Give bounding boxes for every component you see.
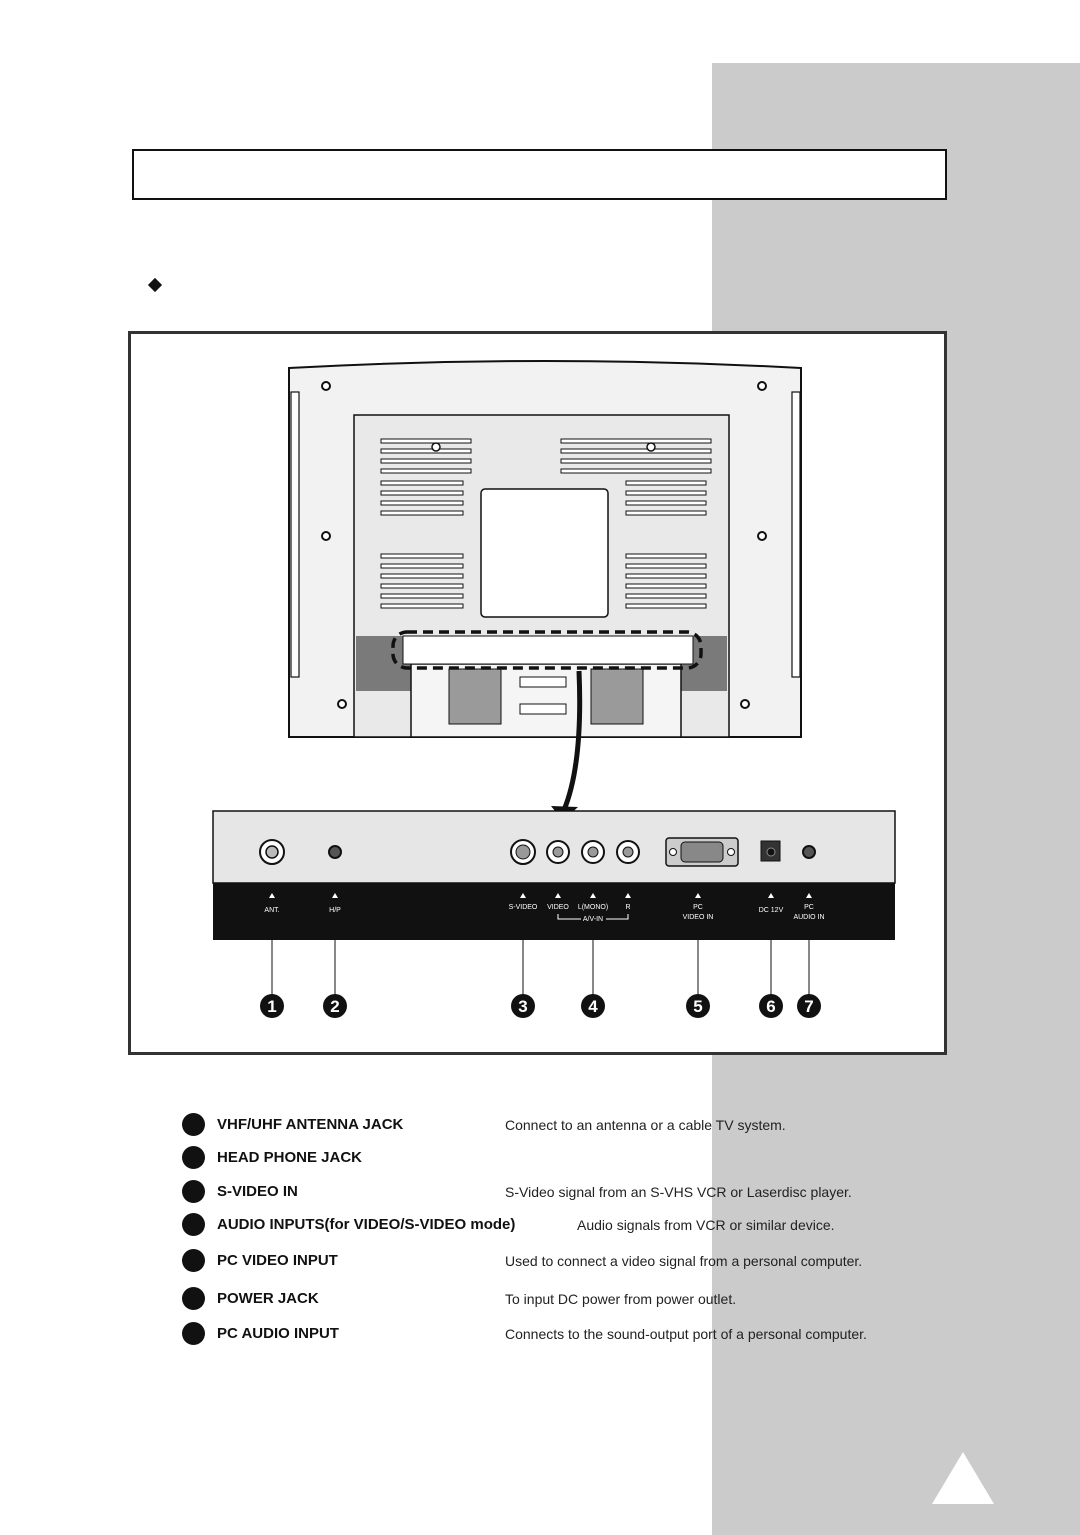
jack-description: S-Video signal from an S-VHS VCR or Laserdisc player. (505, 1184, 852, 1200)
jack-name: POWER JACK (217, 1290, 319, 1307)
tv-back-housing (289, 361, 801, 821)
list-item (182, 1322, 942, 1346)
jack-name: S-VIDEO IN (217, 1183, 298, 1200)
numbered-circle-icon (182, 1180, 205, 1203)
diamond-bullet-icon (148, 278, 162, 292)
numbered-circle-icon (182, 1213, 205, 1236)
numbered-circle-icon (182, 1322, 205, 1345)
callout-5: 5 (693, 997, 703, 1016)
callout-2: 2 (330, 997, 340, 1016)
jack-description: Audio signals from VCR or similar device. (577, 1217, 835, 1233)
panel-label-svideo: S-VIDEO (508, 904, 538, 911)
callout-7: 7 (804, 997, 814, 1016)
numbered-circle-icon (182, 1249, 205, 1272)
jack-name: AUDIO INPUTS(for VIDEO/S-VIDEO mode) (217, 1216, 516, 1233)
numbered-circle-icon (182, 1287, 205, 1310)
callout-4: 4 (588, 997, 598, 1016)
callout-3: 3 (518, 997, 528, 1016)
jack-description: To input DC power from power outlet. (505, 1291, 737, 1307)
panel-label-pcvideo-2: VIDEO IN (682, 914, 714, 921)
numbered-circle-icon (182, 1146, 205, 1169)
jack-name: VHF/UHF ANTENNA JACK (217, 1116, 404, 1133)
list-item (182, 1113, 942, 1137)
panel-label-video: VIDEO (547, 904, 569, 911)
list-item (182, 1249, 942, 1273)
panel-label-pcaudio-1: PC (804, 904, 814, 911)
page-title-box (132, 149, 947, 200)
page-up-triangle-icon[interactable] (932, 1452, 994, 1504)
jack-description: Connects to the sound-output port of a personal computer. (505, 1326, 867, 1342)
jack-description: Used to connect a video signal from a personal computer. (505, 1253, 863, 1269)
jack-name: HEAD PHONE JACK (217, 1149, 363, 1166)
panel-group-avin: A/V-IN (582, 916, 604, 923)
panel-label-lmono: L(MONO) (577, 904, 609, 911)
panel-label-hp: H/P (329, 907, 341, 914)
rear-panel-figure (128, 331, 947, 1055)
panel-label-dc: DC 12V (758, 907, 784, 914)
callout-6: 6 (766, 997, 776, 1016)
jack-description: Connect to an antenna or a cable TV system. (505, 1117, 786, 1133)
list-item (182, 1146, 942, 1170)
callout-leaders (272, 940, 809, 996)
jack-name: PC VIDEO INPUT (217, 1252, 338, 1269)
callout-1: 1 (267, 997, 277, 1016)
list-item (182, 1180, 942, 1204)
rear-panel-illustration (131, 334, 944, 1052)
numbered-circle-icon (182, 1113, 205, 1136)
callout-numbers (260, 994, 821, 1018)
panel-label-pcaudio-2: AUDIO IN (793, 914, 825, 921)
panel-label-ant: ANT. (264, 907, 280, 914)
list-item (182, 1213, 942, 1237)
panel-label-pcvideo-1: PC (693, 904, 703, 911)
list-item (182, 1287, 942, 1311)
jack-panel (213, 811, 895, 940)
panel-label-r: R (625, 904, 631, 911)
jack-name: PC AUDIO INPUT (217, 1325, 339, 1342)
